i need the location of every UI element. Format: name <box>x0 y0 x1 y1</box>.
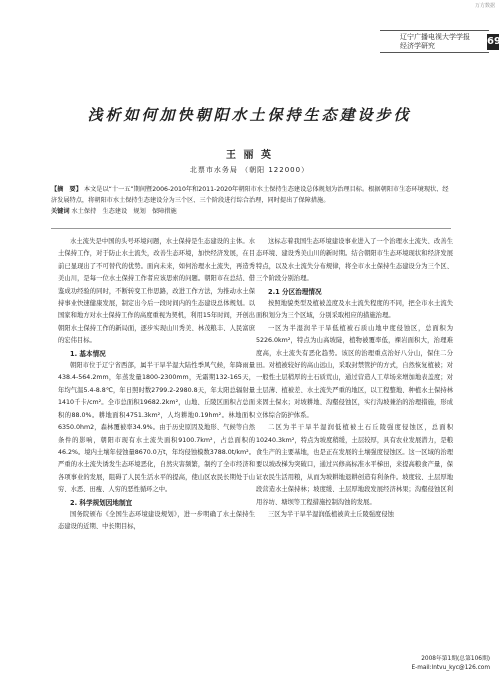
abstract-label: 【摘 要】 <box>51 186 82 193</box>
journal-title: 辽宁广播电视大学学报 <box>400 33 470 41</box>
right-column <box>256 236 453 521</box>
paragraph: 一区为半湿润半干旱低植被石质山地中度侵蚀区，总面积为5226.0km²，特点为山高坡陡，植物被覆率低，裸岩面积大，治理难度高，水土流失有恶化趋势。该区的治理重点治好八分山，保住二分田。对植被较好的高山远山，采取封禁管护的方式，自然恢复植被；对一般性土层稍厚的土石质荒山，通过营造人工草场来增加地表盖度；对土层薄、植被差、水土流失严重的地区，以工程整地、种植水土保持林来固土保水；对坡耕地、沟壑侵蚀区，实行沟坡兼治的治理措施，形成立体综合防护体系。 <box>256 324 453 419</box>
keywords: 水土保持 生态建设 规划 保障措施 <box>71 208 177 215</box>
header-rule-top <box>380 30 489 31</box>
paragraph: 按照地貌类型及植被盖度及水土流失程度的不同，把全市水土流失面积划分为三个区域，分别采取相应的措施治理。 <box>256 300 453 320</box>
paragraph: 二区为半干旱半湿润低植被土石丘陵强度侵蚀区，总面积10240.3km²，特点为坡度稍缓，土层较厚，具有农业发展潜力，是粮食生产的主要基地，也是正在发展的土壤强度侵蚀区。这一区域的治理要以坡改梯为突破口，通过兴修高标准水平梯田，来提高粮食产量，保证农民生活用粮，从而为坡耕地退耕创造有利条件。坡度较、土层厚地段营造水土保持林；坡度缓、土层厚地段发展经济林果；沟壑侵蚀区利用谷坊、塘坝等工程措施控制沟蚀的发展。 <box>256 424 453 506</box>
page-number: 69 <box>487 34 499 50</box>
paragraph: 三区为半干旱半湿润低植被黄土丘陵强度侵蚀 <box>268 510 394 518</box>
abstract-divider <box>51 228 451 229</box>
section-heading: 1. 基本情况 <box>70 349 106 358</box>
paragraph: 这标志着我国生态环境建设事业进入了一个治理水土流失、改善生态环境、建设秀美山川的新时期。结合朝阳市生态环境现状和经济发展特点，以及水土流失分布规律，将全市水土保持生态建设分为三个区、三个阶段分别治理。 <box>256 238 453 283</box>
header-rule-bottom <box>380 52 489 53</box>
author: 王 丽 英 <box>226 150 273 161</box>
section-heading: 2.1 分区治理情况 <box>268 287 322 296</box>
section-heading: 2. 科学规划因地制宜 <box>70 498 133 507</box>
email: E-mail:lntvu_kyc@126.com <box>411 665 490 671</box>
paragraph: 国务院颁布《全国生态环境建设规划》，进一步明确了水土保持生态建设的近期、中长期目标， <box>58 510 255 531</box>
paragraph: 水土流失是中国的头号环境问题，水土保持是生态建设的主体。水土保持工作，对于防止水土流失，改善生态环境，加快经济发展，在目前已显现出了不可替代的优势。面向未来，如何治理水土流失，再造秀美山川，是每一位水土保持工作者应该思索的问题。朝阳市在总结、借鉴成功经验的同时，不断转变工作思路，改进工作方法，为推动水土保持事业快速健康发展，制定出今后一段时间内的生态建设总体规划。以国家和地方对水土保持工作的高度重视为契机，利用15年时间，开创出朝阳水土保持工作的新局面，逐步实现山川秀美、林茂粮丰、人民富庶的宏伟目标。 <box>58 238 255 345</box>
journal-section: 经济学研究 <box>400 42 435 50</box>
journal-name <box>400 33 480 51</box>
paragraph: 朝阳市位于辽宁省西部，属半干旱半湿大陆性季风气候，年降雨量438.4-564.2mm，年蒸发量1800-2300mm，无霜期132-165天，年均气温5.4-8.8℃，年日照时数2799.2-2980.8天，年太阳总辐射量1410千卡/cm²。全市总面积19682.2km²，山地、丘陵区面积占总面积的88.0%。耕地面积4751.3km²，人均耕地0.19hm²。林地面积6350.0hm2，森林覆被率34.9%。由于历史原因及地形、气候等自然条件的影响，朝阳市现有水土流失面积9100.7km²，占总面积的46.2%。境内土壤年侵蚀量8670.0万t，年均侵蚀模数3788.0t/km²。严重的水土流失诱发生态环境恶化，自然灾害频繁，制约了全市经济和各项事业的发展，阻碍了人民生活水平的提高，使山区农民长期处于山穷、水恶、田瘦、人穷的恶性循环之中。 <box>58 362 255 494</box>
top-watermark: 万方数据 <box>474 3 495 9</box>
abstract-text: 本文是以“十一五”期间暨2006-2010年和2011-2020年朝阳市水土保持生态建设总体规划为治理目标。根据朝阳市生态环境现状、经济发展特点，将朝阳市水土保持生态建设分为三个区、三个阶段进行综合治理，同时提出了保障措施。 <box>51 186 449 204</box>
keywords-label: 关键词 <box>51 208 70 215</box>
abstract <box>51 184 451 217</box>
left-column <box>58 236 255 534</box>
affiliation: 北票市水务局 （朝阳 122000） <box>189 166 310 174</box>
issue-info: 2008年第1期(总第106期) <box>421 656 490 662</box>
footer <box>380 655 490 673</box>
article-title: 浅析如何加快朝阳水土保持生态建设步伐 <box>87 106 412 124</box>
